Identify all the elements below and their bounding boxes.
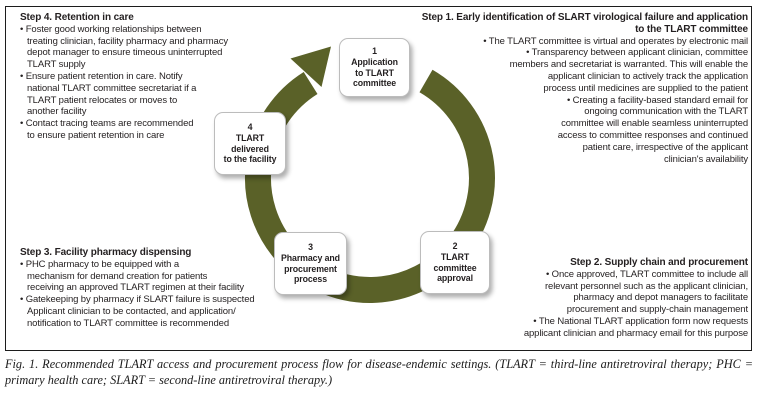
node-label-line: to TLART [355,67,394,78]
bullet-line: access to committee responses and continued [557,129,748,141]
step-title-line: Step 3. Facility pharmacy dispensing [20,247,192,258]
bullet-line: relevant personnel such as the applicant clinician, [544,280,748,292]
bullet-line: ongoing communication with the TLART [584,106,748,118]
bullet-line: applicant clinician and pharmacy email for this purpose [523,327,748,339]
node-label-line: process [293,274,328,285]
bullet-line: • Gatekeeping by pharmacy if SLART failure is suspected [20,294,255,306]
node-label-line: to the facility [223,154,277,165]
node-label-line: TLART [440,251,470,262]
bullet-line: process until medicines are supplied to the patient [543,82,748,94]
node-label-line: approval [437,273,473,284]
bullet-item [20,24,228,71]
bullet-line: notification to TLART committee is recommended [27,317,229,329]
bullet-line: • PHC pharmacy to be equipped with a [20,258,180,270]
bullet-line: • Once approved, TLART committee to include all [545,268,748,280]
node-label-line: committee [352,78,397,89]
node-label-line: Pharmacy and [281,252,340,263]
bullet-line: clinician's availability [664,153,748,165]
bullet-line: • Ensure patient retention in care. Notify [20,70,183,82]
step-title-line: to the TLART committee [635,23,748,35]
node-label-line: procurement [284,263,337,274]
bullet-item [524,316,748,340]
bullet-line: Applicant clinician to be contacted, and application/ [27,305,236,317]
node-tlart-committee-approval [420,231,490,294]
step-title [20,12,228,24]
bullet-item [422,95,748,166]
node-pharmacy-and-procurement-process [274,232,347,295]
bullet-line: procurement and supply-chain management [566,304,748,316]
bullet-line: • Foster good working relationships between [20,23,202,35]
bullet-line: patient care, irrespective of the applicant [582,141,748,153]
node-label-line: Application [351,56,398,67]
step-title [524,257,748,269]
bullet-line: pharmacy and depot managers to facilitate [573,292,748,304]
bullet-line: national TLART committee secretariat if a [27,82,197,94]
bullet-item [20,294,255,329]
bullet-line: another facility [27,106,87,118]
node-label-line: 2 [452,240,458,251]
node-label-line: 4 [247,121,253,132]
step-2-block [524,257,748,340]
bullet-line: • Transparency between applicant clinician, committee [526,47,748,59]
step-title [422,12,748,36]
step-4-block [20,12,228,142]
node-label-line: TLART [235,132,265,143]
bullet-line: TLART supply [27,59,86,71]
bullet-item [20,259,255,294]
step-1-block [422,12,748,165]
bullet-line: to ensure patient retention in care [27,129,165,141]
step-title-line: Step 2. Supply chain and procurement [570,257,748,268]
bullet-item [20,118,228,142]
figure-caption: Fig. 1. Recommended TLART access and procurement process flow for disease-endemic settings. (TLART = third-line antiretroviral therapy; PHC = primary health care; SLART = second-line antiretroviral therapy.) [5,357,753,387]
bullet-line: TLART patient relocates or moves to [27,94,178,106]
bullet-line: committee will enable seamless uninterrupted [561,118,748,130]
bullet-item [422,47,748,94]
node-label-line: 1 [372,45,377,56]
bullet-item [422,36,748,48]
step-3-block [20,247,255,330]
step-title [20,247,255,259]
bullet-line: depot manager to ensure timeous uninterrupted [27,47,223,59]
bullet-line: treating clinician, facility pharmacy and pharmacy [27,35,228,47]
bullet-item [524,269,748,316]
node-label-line: delivered [231,143,269,154]
step-title-line: Step 4. Retention in care [20,12,134,23]
bullet-line: applicant clinician to actively track the application [547,70,748,82]
bullet-line: mechanism for demand creation for patients [27,270,208,282]
bullet-line: • The National TLART application form now requests [533,315,748,327]
bullet-item [20,71,228,118]
node-application-to-tlart-committee [339,38,410,97]
bullet-line: members and secretariat is warranted. This will enable the [509,59,748,71]
bullet-line: • Creating a facility-based standard email for [566,94,748,106]
step-title-line: Step 1. Early identification of SLART virological failure and application [421,12,748,23]
bullet-line: receiving an approved TLART regimen at their facility [27,282,245,294]
node-label-line: 3 [308,241,313,252]
bullet-line: • Contact tracing teams are recommended [20,118,194,130]
bullet-line: • The TLART committee is virtual and operates by electronic mail [483,35,748,47]
node-label-line: committee [433,262,477,273]
